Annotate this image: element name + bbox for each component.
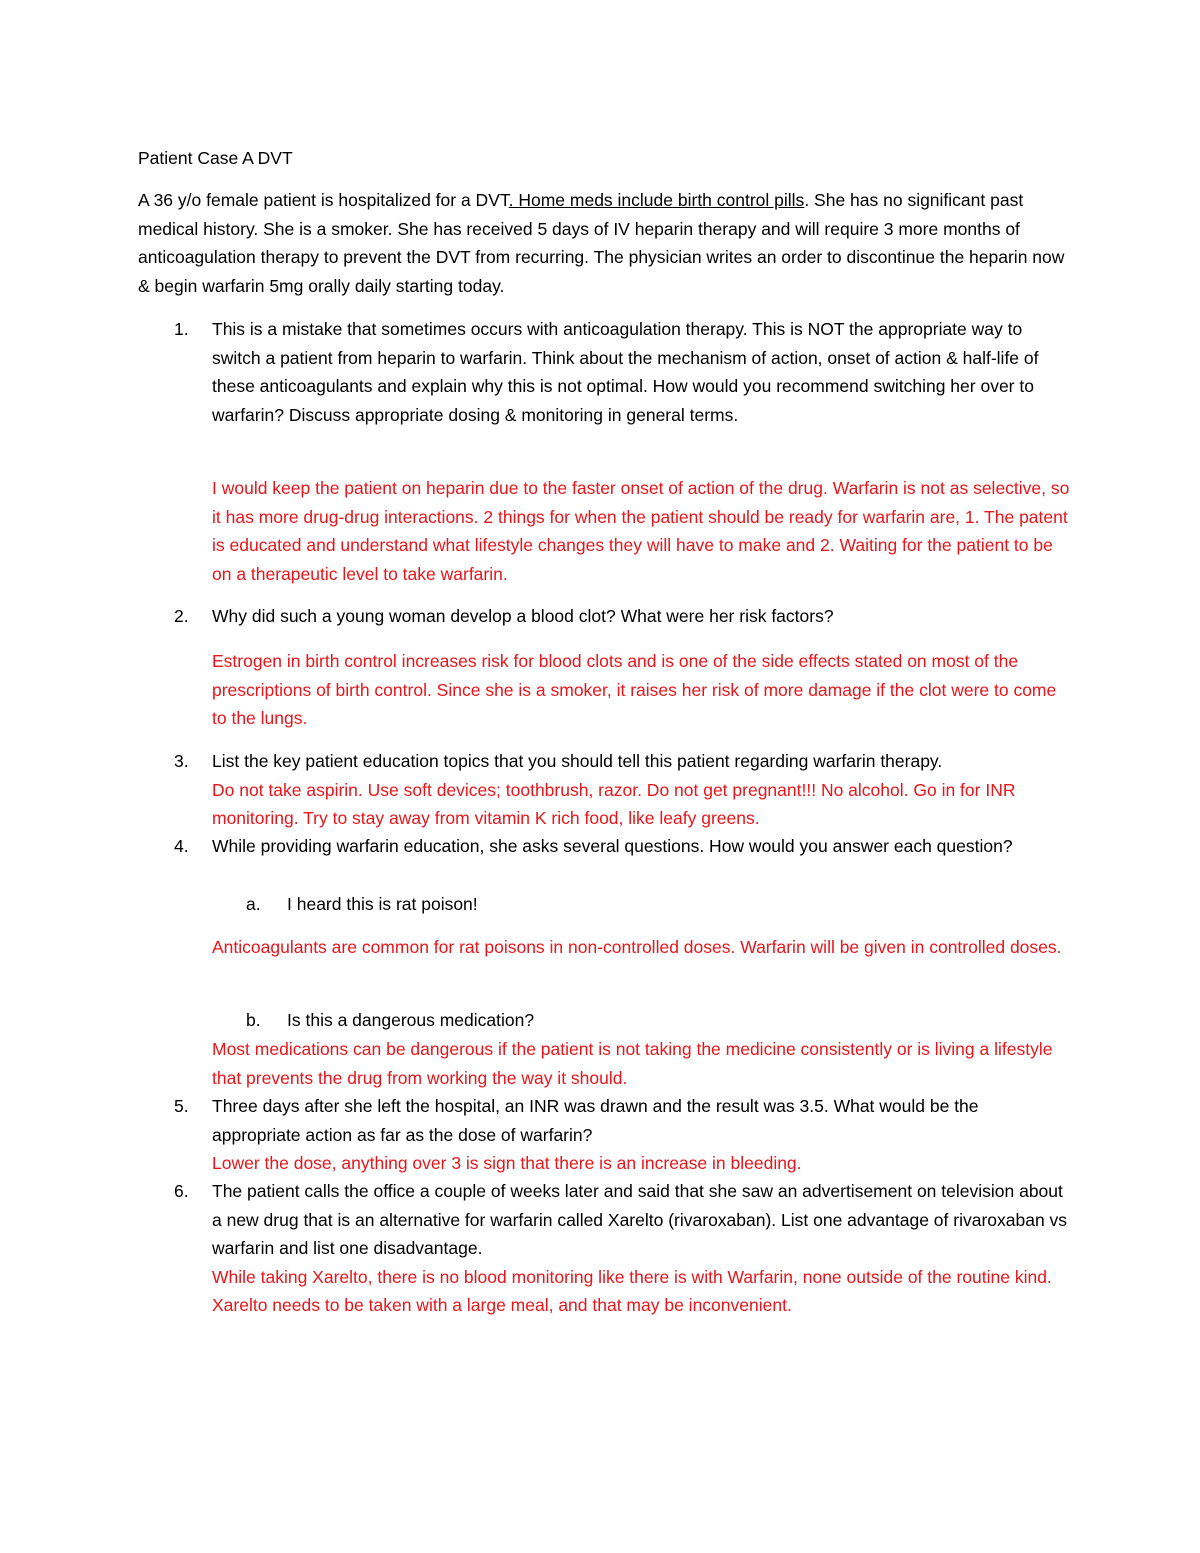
question-5	[138, 1092, 1068, 1149]
answer-4a: Anticoagulants are common for rat poisons in non-controlled doses. Warfarin will be given in controlled doses.	[212, 937, 1062, 957]
answer-4b: Most medications can be dangerous if the patient is not taking the medicine consistently or is living a lifestyle that prevents the drug from working the way it should.	[212, 1039, 1053, 1088]
question-2	[138, 602, 1068, 631]
answer-6: While taking Xarelto, there is no blood monitoring like there is with Warfarin, none outside of the routine kind. Xarelto needs to be taken with a large meal, and that may be inconvenient.	[212, 1266, 1052, 1315]
question-number: 5.	[174, 1096, 189, 1116]
intro-rest: . She has no significant past medical history. She is a smoker. She has received 5 days of IV heparin therapy and will require 3 more months of anticoagulation therapy to prevent the DVT from recurring. The physician writes an order to discontinue the heparin now & begin warfarin 5mg orally daily starting today.	[138, 190, 1065, 296]
sub-question-text: I heard this is rat poison!	[287, 894, 478, 914]
answer-1: I would keep the patient on heparin due to the faster onset of action of the drug. Warfarin is not as selective, so it has more drug-drug interactions. 2 things for when the patient should be ready for warfarin are, 1. The patent is educated and understand what lifestyle changes they will have to make and 2. Waiting for the patient to be on a therapeutic level to take warfarin.	[212, 478, 1070, 584]
answer-5: Lower the dose, anything over 3 is sign that there is an increase in bleeding.	[212, 1152, 802, 1173]
question-text: The patient calls the office a couple of weeks later and said that she saw an advertisement on television about a new drug that is an alternative for warfarin called Xarelto (rivaroxaban). List one advantage of rivaroxaban vs warfarin and list one disadvantage.	[212, 1181, 1068, 1258]
question-number: 6.	[174, 1181, 189, 1201]
answer-3: Do not take aspirin. Use soft devices; toothbrush, razor. Do not get pregnant!!! No alcohol. Go in for INR monitoring. Try to stay away from vitamin K rich food, like leafy greens.	[212, 779, 1016, 828]
sub-question-letter: b.	[246, 1010, 261, 1030]
question-text: While providing warfarin education, she asks several questions. How would you answer each question?	[212, 836, 1013, 856]
question-number: 2.	[174, 606, 189, 626]
sub-question-letter: a.	[246, 894, 261, 914]
question-6	[138, 1177, 1068, 1263]
sub-question-text: Is this a dangerous medication?	[287, 1010, 535, 1030]
question-text: This is a mistake that sometimes occurs with anticoagulation therapy. This is NOT the appropriate way to switch a patient from heparin to warfarin. Think about the mechanism of action, onset of action & half-life of these anticoagulants and explain why this is not optimal. How would you recommend switching her over to warfarin? Discuss appropriate dosing & monitoring in general terms.	[212, 319, 1039, 425]
question-text: Why did such a young woman develop a blood clot? What were her risk factors?	[212, 606, 834, 626]
sub-question-a	[212, 890, 1062, 918]
question-number: 3.	[174, 751, 189, 771]
intro-home-meds: . Home meds include birth control pills	[508, 190, 805, 210]
sub-question-b	[212, 1006, 1062, 1034]
intro-lead: A 36 y/o female patient is hospitalized for a DVT	[138, 190, 509, 210]
question-3	[138, 747, 1068, 776]
question-4	[138, 832, 1068, 861]
question-text: List the key patient education topics that you should tell this patient regarding warfarin therapy.	[212, 751, 943, 771]
case-intro	[138, 186, 1068, 300]
question-number: 1.	[174, 319, 189, 339]
question-1	[138, 315, 1068, 429]
document-title: Patient Case A DVT	[138, 148, 293, 168]
question-text: Three days after she left the hospital, an INR was drawn and the result was 3.5. What would be the appropriate action as far as the dose of warfarin?	[212, 1096, 979, 1145]
answer-2: Estrogen in birth control increases risk for blood clots and is one of the side effects stated on most of the prescriptions of birth control. Since she is a smoker, it raises her risk of more damage if the clot were to come to the lungs.	[212, 651, 1057, 728]
question-number: 4.	[174, 836, 189, 856]
